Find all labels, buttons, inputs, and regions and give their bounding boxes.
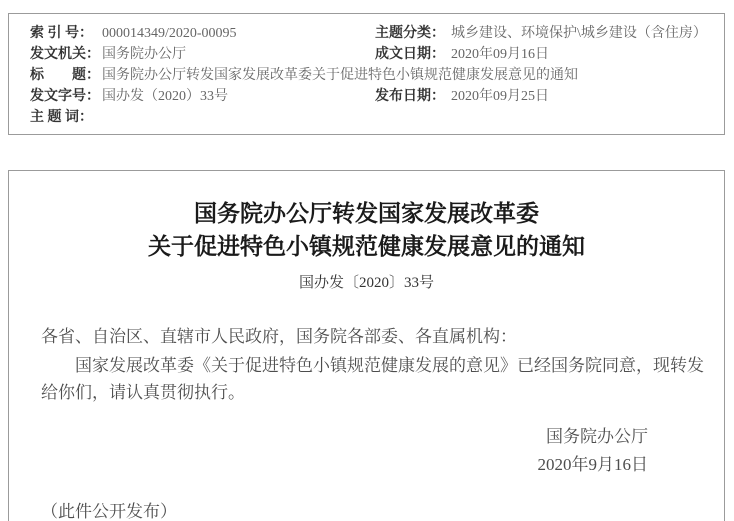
document-box: [8, 170, 725, 521]
document-number: 国办发〔2020〕33号: [298, 275, 434, 291]
document-title: [29, 197, 704, 263]
signature-block: [9, 423, 724, 479]
signature-date: 2020年9月16日: [537, 455, 648, 474]
document-title-line1: 国务院办公厅转发国家发展改革委: [194, 201, 539, 226]
table-row: [30, 86, 710, 107]
title-label: 标 题：: [30, 68, 100, 83]
written-date-value: 2020年09月16日: [451, 47, 549, 62]
publish-date-value: 2020年09月25日: [451, 89, 549, 104]
index-number-label: 索 引 号：: [30, 26, 93, 41]
subject-words-label: 主 题 词：: [30, 110, 93, 125]
metadata-table: [30, 23, 710, 128]
document-title-line2: 关于促进特色小镇规范健康发展意见的通知: [148, 234, 585, 259]
table-row: [30, 23, 710, 44]
subject-words-value: [102, 107, 710, 128]
table-row: [30, 44, 710, 65]
written-date-label: 成文日期：: [375, 47, 445, 62]
issuing-agency-label: 发文机关：: [30, 47, 100, 62]
table-row: [30, 107, 710, 128]
publication-note: （此件公开发布）: [41, 502, 177, 521]
index-number-value: 000014349/2020-00095: [102, 26, 237, 41]
doc-number-label: 发文字号：: [30, 89, 100, 104]
body-paragraph: 国家发展改革委《关于促进特色小镇规范健康发展的意见》已经国务院同意，现转发给你们，请认真贯彻执行。: [41, 356, 704, 402]
signature-name: 国务院办公厅: [546, 427, 648, 446]
topic-category-label: 主题分类：: [375, 26, 445, 41]
salutation: 各省、自治区、直辖市人民政府，国务院各部委、各直属机构：: [41, 327, 517, 346]
doc-number-value: 国办发（2020）33号: [102, 89, 228, 104]
metadata-box: [8, 13, 725, 135]
title-value: 国务院办公厅转发国家发展改革委关于促进特色小镇规范健康发展意见的通知: [102, 68, 578, 83]
topic-category-value: 城乡建设、环境保护\城乡建设（含住房）: [451, 26, 707, 41]
table-row: [30, 65, 710, 86]
issuing-agency-value: 国务院办公厅: [102, 47, 186, 62]
publish-date-label: 发布日期：: [375, 89, 445, 104]
